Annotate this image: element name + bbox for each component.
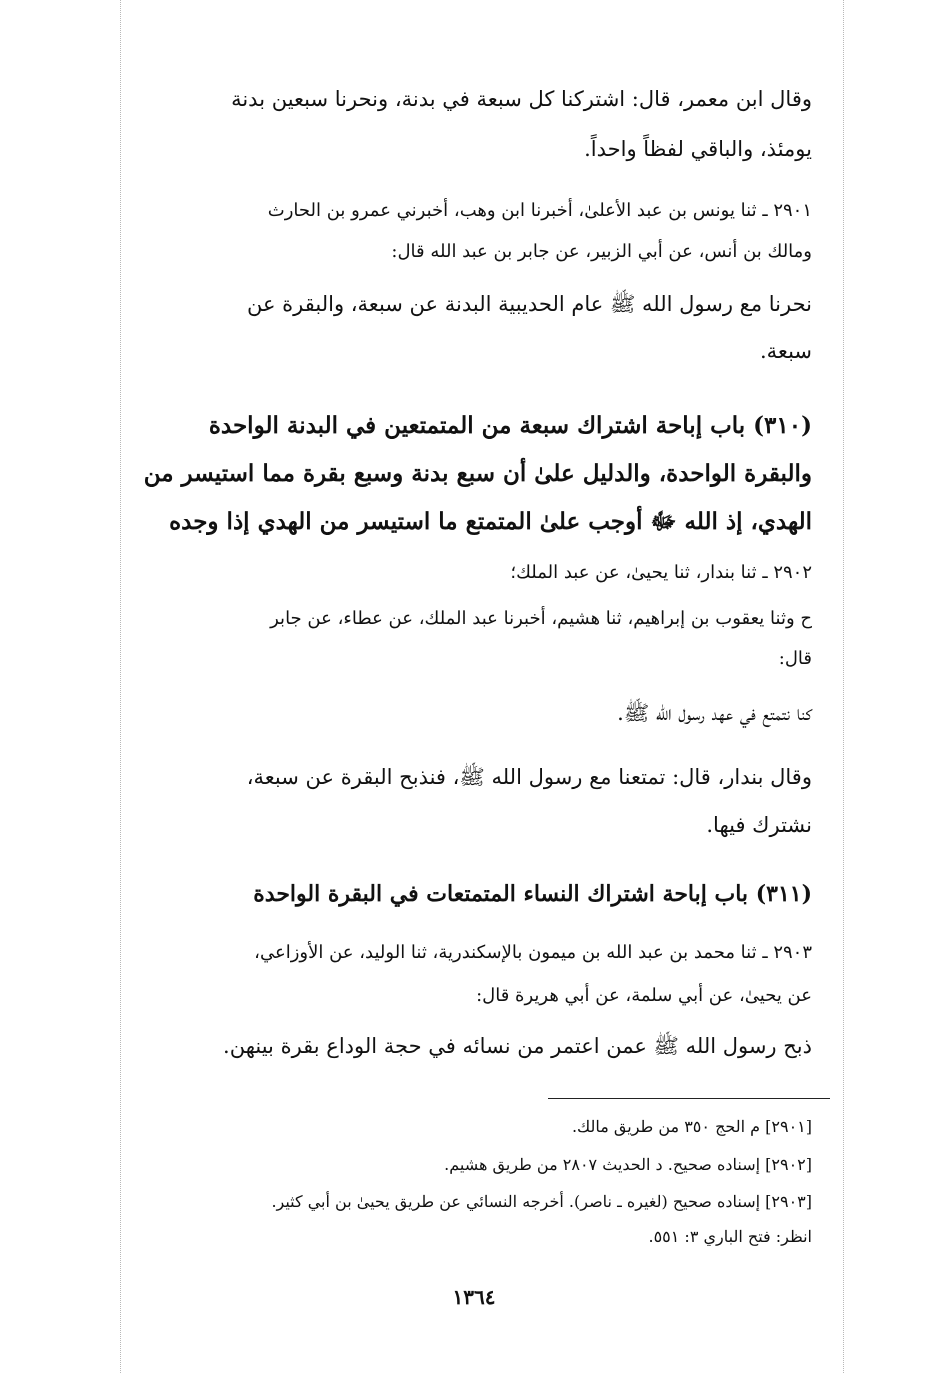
scan-guide-line — [843, 0, 844, 1373]
chapter-heading-line: الهدي، إذ الله ﷻ أوجب علىٰ المتمتع ما استيسر من الهدي إذا وجده — [169, 508, 812, 535]
chapter-heading-line: (٣١١) باب إباحة اشتراك النساء المتمتعات في البقرة الواحدة — [253, 881, 812, 907]
footnote-line: [٢٩٠٣] إسناده صحيح (لغيره ـ ناصر). أخرجه النسائي عن طريق يحيىٰ بن أبي كثير. — [271, 1192, 812, 1211]
text-line: وقال بندار، قال: تمتعنا مع رسول الله ﷺ، فنذبح البقرة عن سبعة، — [246, 765, 812, 789]
footnote-line: انظر: فتح الباري ٣: ٥٥١. — [648, 1227, 812, 1246]
chapter-heading-line: (٣١٠) باب إباحة اشتراك سبعة من المتمتعين في البدنة الواحدة — [208, 412, 812, 439]
hadith-isnad-line: ٢٩٠١ ـ ثنا يونس بن عبد الأعلىٰ، أخبرنا ابن وهب، أخبرني عمرو بن الحارث — [267, 200, 812, 221]
page-number: ١٣٦٤ — [452, 1285, 496, 1309]
chapter-heading-line: والبقرة الواحدة، والدليل علىٰ أن سبع بدنة وسبع بقرة مما استيسر من — [143, 460, 812, 487]
hadith-isnad-line: ٢٩٠٣ ـ ثنا محمد بن عبد الله بن ميمون بالإسكندرية، ثنا الوليد، عن الأوزاعي، — [254, 942, 812, 963]
hadith-matn-line: كنا نتمتع في عهد رسول الله ﷺ. — [617, 701, 812, 725]
text-line: يومئذ، والباقي لفظاً واحداً. — [584, 137, 812, 161]
hadith-isnad-line: ح وثنا يعقوب بن إبراهيم، ثنا هشيم، أخبرنا عبد الملك، عن عطاء، عن جابر — [270, 608, 812, 629]
hadith-matn-line: ذبح رسول الله ﷺ عمن اعتمر من نسائه في حجة الوداع بقرة بينهن. — [223, 1034, 812, 1058]
footnote-line: [٢٩٠١] م الحج ٣٥٠ من طريق مالك. — [571, 1117, 812, 1136]
hadith-matn-line: نحرنا مع رسول الله ﷺ عام الحديبية البدنة عن سبعة، والبقرة عن — [246, 292, 812, 316]
hadith-matn-line: سبعة. — [760, 339, 812, 363]
footnote-separator — [548, 1098, 830, 1099]
footnote-line: [٢٩٠٢] إسناده صحيح. د الحديث ٢٨٠٧ من طريق هشيم. — [444, 1155, 812, 1174]
hadith-isnad-line: ومالك بن أنس، عن أبي الزبير، عن جابر بن عبد الله قال: — [391, 241, 812, 262]
hadith-isnad-line: ٢٩٠٢ ـ ثنا بندار، ثنا يحيىٰ، عن عبد الملك؛ — [510, 562, 812, 583]
hadith-isnad-line: قال: — [778, 648, 812, 669]
text-line: نشترك فيها. — [706, 813, 812, 837]
text-line: وقال ابن معمر، قال: اشتركنا كل سبعة في بدنة، ونحرنا سبعين بدنة — [231, 87, 812, 111]
hadith-isnad-line: عن يحيىٰ، عن أبي سلمة، عن أبي هريرة قال: — [476, 985, 812, 1006]
